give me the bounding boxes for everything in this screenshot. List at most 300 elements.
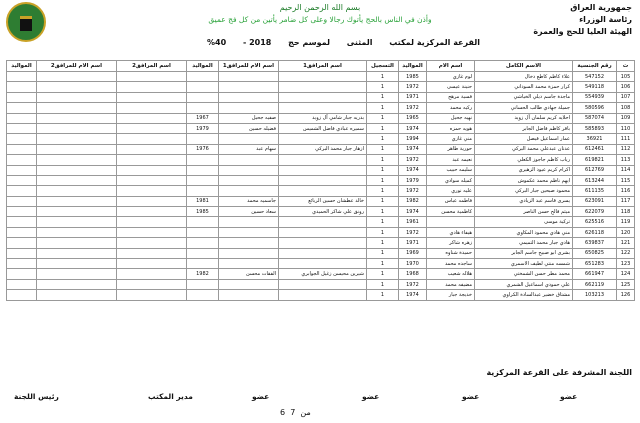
table-cell xyxy=(7,248,37,258)
table-cell xyxy=(37,155,117,165)
table-cell: كاظمية محسن xyxy=(427,207,475,217)
table-cell: زهره شاكر xyxy=(427,238,475,248)
table-cell: 121 xyxy=(617,238,635,248)
table-cell xyxy=(37,259,117,269)
table-cell xyxy=(7,259,37,269)
table-cell: 554939 xyxy=(573,92,617,102)
table-cell: 113 xyxy=(617,155,635,165)
table-cell: 611135 xyxy=(573,186,617,196)
table-cell xyxy=(7,72,37,82)
table-cell xyxy=(117,207,187,217)
table-cell: لوم غازي xyxy=(427,72,475,82)
table-cell xyxy=(37,290,117,300)
table-cell xyxy=(219,175,279,185)
header-country: جمهورية العراق xyxy=(570,3,632,12)
page-footer xyxy=(0,366,640,423)
table-cell xyxy=(219,227,279,237)
column-header: المواليد xyxy=(399,61,427,72)
table-cell: 1 xyxy=(367,144,399,154)
table-cell: 623091 xyxy=(573,196,617,206)
table-cell: 1 xyxy=(367,207,399,217)
table-cell xyxy=(7,134,37,144)
table-cell xyxy=(7,269,37,279)
table-cell: 1974 xyxy=(399,144,427,154)
table-cell: 1994 xyxy=(399,134,427,144)
table-cell: 1 xyxy=(367,248,399,258)
table-cell xyxy=(37,165,117,175)
table-cell: 1972 xyxy=(399,82,427,92)
table-cell xyxy=(187,165,219,175)
table-cell: 1965 xyxy=(399,113,427,123)
table-cell: 1972 xyxy=(399,279,427,289)
table-cell xyxy=(187,175,219,185)
table-row xyxy=(7,155,635,165)
table-cell: تركية موسى xyxy=(475,217,573,227)
table-row xyxy=(7,248,635,258)
table-cell xyxy=(117,196,187,206)
hajj-authority-logo xyxy=(6,2,46,42)
table-cell: نعيمه عبد xyxy=(427,155,475,165)
table-cell xyxy=(187,103,219,113)
table-cell: كميله سوادي xyxy=(427,175,475,185)
table-cell: 661947 xyxy=(573,269,617,279)
table-cell xyxy=(7,82,37,92)
table-cell: 585893 xyxy=(573,123,617,133)
table-cell xyxy=(117,248,187,258)
table-cell: بشرى ابو صبيح جاسم الجابر xyxy=(475,248,573,258)
table-cell xyxy=(117,82,187,92)
table-cell: هادي جبار محمد التميمي xyxy=(475,238,573,248)
signature-member-1: عضو xyxy=(560,392,578,401)
table-cell xyxy=(219,186,279,196)
table-cell xyxy=(37,279,117,289)
table-cell: 1968 xyxy=(399,269,427,279)
table-cell: 612461 xyxy=(573,144,617,154)
table-cell xyxy=(427,217,475,227)
table-cell xyxy=(219,259,279,269)
table-row xyxy=(7,103,635,113)
table-cell: 116 xyxy=(617,186,635,196)
table-cell: 1 xyxy=(367,227,399,237)
table-cell: بدريه جبار شامي آل زويد xyxy=(279,113,367,123)
table-cell: 108 xyxy=(617,103,635,113)
table-cell xyxy=(37,227,117,237)
table-cell xyxy=(279,227,367,237)
table-cell: 1974 xyxy=(399,207,427,217)
table-cell: 1 xyxy=(367,290,399,300)
table-cell: 1974 xyxy=(399,123,427,133)
table-cell: 105 xyxy=(617,72,635,82)
table-cell xyxy=(279,103,367,113)
table-cell: محمد مطر حسن الشمختي xyxy=(475,269,573,279)
table-cell: 1 xyxy=(367,72,399,82)
table-row xyxy=(7,92,635,102)
page-total: 7 xyxy=(290,408,296,417)
table-cell: 1 xyxy=(367,259,399,269)
table-cell: 580596 xyxy=(573,103,617,113)
table-cell: 1985 xyxy=(399,72,427,82)
table-cell: 1982 xyxy=(399,196,427,206)
table-cell xyxy=(37,134,117,144)
table-cell: مني غازي xyxy=(427,134,475,144)
column-header: اسم الام للمرافق2 xyxy=(37,61,117,72)
table-cell: 639837 xyxy=(573,238,617,248)
subject-percent: 40% xyxy=(207,38,227,47)
table-cell: خديجة جبار xyxy=(427,290,475,300)
table-cell xyxy=(279,248,367,258)
table-cell xyxy=(7,279,37,289)
table-cell xyxy=(187,82,219,92)
table-cell: 36921 xyxy=(573,134,617,144)
table-cell: علاء كاظم كاطع دخال xyxy=(475,72,573,82)
table-cell: 115 xyxy=(617,175,635,185)
column-header: اسم المرافق2 xyxy=(117,61,187,72)
table-row xyxy=(7,134,635,144)
table-cell xyxy=(37,92,117,102)
table-cell xyxy=(279,186,367,196)
table-cell: رونق علي شاكر الحميدي xyxy=(279,207,367,217)
table-cell: 118 xyxy=(617,207,635,217)
table-cell: 587074 xyxy=(573,113,617,123)
table-cell: 1979 xyxy=(187,123,219,133)
table-cell xyxy=(7,113,37,123)
table-cell: نهيه جحيل xyxy=(427,113,475,123)
table-cell: ميثم فالح حسن الناصر xyxy=(475,207,573,217)
table-cell xyxy=(187,238,219,248)
table-cell xyxy=(37,123,117,133)
table-cell: عدنان عبدعلي محمد البركي xyxy=(475,144,573,154)
table-cell xyxy=(117,259,187,269)
table-cell: 619821 xyxy=(573,155,617,165)
table-cell: 1967 xyxy=(187,113,219,123)
table-cell xyxy=(37,82,117,92)
table-cell xyxy=(37,72,117,82)
table-cell: 112 xyxy=(617,144,635,154)
table-cell xyxy=(7,165,37,175)
table-cell xyxy=(279,155,367,165)
table-cell: مضيفه محمد xyxy=(427,279,475,289)
bismillah: بسم الله الرحمن الرحيم xyxy=(279,3,361,12)
table-cell: 109 xyxy=(617,113,635,123)
table-cell: 1971 xyxy=(399,92,427,102)
table-cell: 662119 xyxy=(573,279,617,289)
pilgrims-table xyxy=(6,60,635,301)
table-cell: 1 xyxy=(367,238,399,248)
table-cell: مني هادي محمود المكاوي xyxy=(475,227,573,237)
page-of: من xyxy=(300,408,311,417)
table-cell: جميلة جهادي طالب الحساني xyxy=(475,103,573,113)
table-cell xyxy=(37,175,117,185)
column-header: رقم الجنسية xyxy=(573,61,617,72)
table-cell xyxy=(37,248,117,258)
table-cell: 625516 xyxy=(573,217,617,227)
column-header: المواليد xyxy=(7,61,37,72)
table-cell xyxy=(37,186,117,196)
table-cell: علي حمودي اسماعيل الشمري xyxy=(475,279,573,289)
table-cell: ايهم ناظم محمد عكموش xyxy=(475,175,573,185)
table-cell xyxy=(279,175,367,185)
table-cell: 1969 xyxy=(399,248,427,258)
table-cell xyxy=(117,238,187,248)
table-cell: باقر كاظم فاضل الجابر xyxy=(475,123,573,133)
table-cell xyxy=(117,227,187,237)
table-row xyxy=(7,82,635,92)
table-cell xyxy=(117,290,187,300)
table-cell: سهام عبد xyxy=(219,144,279,154)
table-cell xyxy=(279,92,367,102)
table-cell: 111 xyxy=(617,134,635,144)
table-row xyxy=(7,290,635,300)
table-row xyxy=(7,72,635,82)
table-cell xyxy=(187,155,219,165)
table-cell: خالد عطشان حسين الربائع xyxy=(279,196,367,206)
table-cell: الفقات محسن xyxy=(219,269,279,279)
table-cell: ماجدة جاسم ديلي الخياشي xyxy=(475,92,573,102)
table-cell: 1 xyxy=(367,103,399,113)
table-cell: 651283 xyxy=(573,259,617,269)
table-cell: 1 xyxy=(367,165,399,175)
table-cell xyxy=(187,72,219,82)
table-cell: 125 xyxy=(617,279,635,289)
column-header: التسجيل xyxy=(367,61,399,72)
table-cell xyxy=(219,238,279,248)
table-cell xyxy=(37,113,117,123)
table-cell: 1 xyxy=(367,113,399,123)
table-cell: سعاد حسين xyxy=(219,207,279,217)
table-row xyxy=(7,217,635,227)
table-cell: جاسميه محمد xyxy=(219,196,279,206)
table-cell: 1961 xyxy=(399,217,427,227)
table-cell: 1972 xyxy=(399,155,427,165)
table-cell: 106 xyxy=(617,82,635,92)
table-cell: 549118 xyxy=(573,82,617,92)
table-cell xyxy=(279,134,367,144)
table-cell xyxy=(117,186,187,196)
table-cell: 1972 xyxy=(399,227,427,237)
table-cell: محمود صبحين جبار البركي xyxy=(475,186,573,196)
table-cell: عليه نوري xyxy=(427,186,475,196)
table-cell: هلاله شعيب xyxy=(427,269,475,279)
table-cell xyxy=(219,155,279,165)
table-cell xyxy=(279,217,367,227)
table-cell xyxy=(279,238,367,248)
table-cell xyxy=(219,290,279,300)
table-cell: 626118 xyxy=(573,227,617,237)
table-cell xyxy=(117,155,187,165)
table-cell xyxy=(37,103,117,113)
column-header: اسم الام xyxy=(427,61,475,72)
table-cell: فضيله حسين xyxy=(219,123,279,133)
table-cell: 613244 xyxy=(573,175,617,185)
table-cell: 1 xyxy=(367,134,399,144)
table-cell: 1 xyxy=(367,175,399,185)
table-cell xyxy=(279,290,367,300)
table-cell xyxy=(7,290,37,300)
table-cell: شمسه منتي لطيف الاسمري xyxy=(475,259,573,269)
table-cell xyxy=(117,123,187,133)
table-cell xyxy=(7,186,37,196)
table-cell: 1 xyxy=(367,269,399,279)
table-cell: 126 xyxy=(617,290,635,300)
subject-season-label: لموسم حج xyxy=(288,38,330,47)
table-cell xyxy=(187,134,219,144)
table-cell xyxy=(37,217,117,227)
table-cell: 107 xyxy=(617,92,635,102)
table-cell xyxy=(219,92,279,102)
table-cell xyxy=(117,113,187,123)
table-cell: حورية طاهر xyxy=(427,144,475,154)
table-cell: فاطمه عباس xyxy=(427,196,475,206)
subject-season: 2018 - xyxy=(242,38,272,47)
table-cell: 1976 xyxy=(187,144,219,154)
signature-member-3: عضو xyxy=(362,392,380,401)
table-cell xyxy=(219,279,279,289)
table-cell: 122 xyxy=(617,248,635,258)
table-row xyxy=(7,259,635,269)
table-cell: 612769 xyxy=(573,165,617,175)
table-row xyxy=(7,238,635,248)
header-presidency: رئاسة الوزراء xyxy=(579,15,632,24)
table-cell: 1 xyxy=(367,196,399,206)
table-cell xyxy=(187,217,219,227)
table-cell xyxy=(117,103,187,113)
table-cell xyxy=(117,175,187,185)
table-cell: ركيه محمد xyxy=(427,103,475,113)
table-cell xyxy=(7,123,37,133)
table-cell xyxy=(117,72,187,82)
table-cell: 1971 xyxy=(399,238,427,248)
table-cell: 1 xyxy=(367,92,399,102)
table-cell xyxy=(187,92,219,102)
table-cell xyxy=(7,238,37,248)
table-cell: 650825 xyxy=(573,248,617,258)
table-cell: سميره عبادي فاضل الشميس xyxy=(279,123,367,133)
table-cell xyxy=(117,144,187,154)
table-cell: 1 xyxy=(367,186,399,196)
table-cell xyxy=(219,165,279,175)
table-cell xyxy=(187,279,219,289)
table-cell: مشتاق خضير عبدالسادة الكراوي xyxy=(475,290,573,300)
page-header xyxy=(0,0,640,58)
table-cell: 1985 xyxy=(187,207,219,217)
table-row xyxy=(7,144,635,154)
subject-province: المثنى xyxy=(346,38,373,47)
table-cell xyxy=(7,175,37,185)
table-cell xyxy=(37,238,117,248)
table-cell: شيرين محيسن زغيل الجوابري xyxy=(279,269,367,279)
table-cell: فسية مرهج xyxy=(427,92,475,102)
table-cell xyxy=(117,165,187,175)
table-cell xyxy=(117,279,187,289)
table-cell xyxy=(279,72,367,82)
column-header: المواليد xyxy=(187,61,219,72)
table-cell xyxy=(279,279,367,289)
table-row xyxy=(7,196,635,206)
table-cell: 1974 xyxy=(399,290,427,300)
signature-member-4: عضو xyxy=(252,392,270,401)
table-body xyxy=(7,72,635,301)
table-cell xyxy=(7,103,37,113)
table-cell: 117 xyxy=(617,196,635,206)
table-cell: 1 xyxy=(367,82,399,92)
table-cell: 547152 xyxy=(573,72,617,82)
table-cell xyxy=(7,207,37,217)
table-row xyxy=(7,207,635,217)
table-cell xyxy=(279,259,367,269)
table-cell: سليمه حبيب xyxy=(427,165,475,175)
table-cell xyxy=(187,248,219,258)
table-cell: 1 xyxy=(367,123,399,133)
table-cell xyxy=(117,269,187,279)
column-header: اسم المرافق1 xyxy=(279,61,367,72)
table-cell: 1 xyxy=(367,217,399,227)
table-cell: 1979 xyxy=(399,175,427,185)
header-authority: الهيئة العليا للحج والعمرة xyxy=(533,27,632,36)
signature-office-manager: مدير المكتب xyxy=(148,392,193,401)
table-cell xyxy=(219,217,279,227)
table-cell: هويه حمزه xyxy=(427,123,475,133)
table-cell: 622079 xyxy=(573,207,617,217)
table-row xyxy=(7,165,635,175)
table-cell xyxy=(279,165,367,175)
document-subject xyxy=(140,38,480,47)
table-cell: 1972 xyxy=(399,186,427,196)
table-cell: 1974 xyxy=(399,165,427,175)
page-current: 6 xyxy=(280,408,286,417)
table-cell: ساجده محمد xyxy=(427,259,475,269)
table-cell: عمار اسماعيل فيصل xyxy=(475,134,573,144)
table-row xyxy=(7,123,635,133)
table-header-row xyxy=(7,61,635,72)
signature-member-2: عضو xyxy=(462,392,480,401)
table-cell: 124 xyxy=(617,269,635,279)
table-cell xyxy=(7,227,37,237)
table-cell: 1970 xyxy=(399,259,427,269)
column-header: ت xyxy=(617,61,635,72)
table-cell xyxy=(219,82,279,92)
table-cell xyxy=(37,269,117,279)
table-row xyxy=(7,113,635,123)
table-cell xyxy=(187,290,219,300)
table-cell xyxy=(219,72,279,82)
quran-verse: وأذن في الناس بالحج يأتوك رجالا وعلى كل ضامر يأتين من كل فج عميق xyxy=(208,15,432,24)
table-cell: يسرى قاسم عبد الزيادي xyxy=(475,196,573,206)
table-cell: 1981 xyxy=(187,196,219,206)
table-cell: اكرام كريم عيود الزهيري xyxy=(475,165,573,175)
subject-title: القرعة المركزية لمكتب xyxy=(389,38,480,47)
table-cell: 120 xyxy=(617,227,635,237)
table-cell xyxy=(117,134,187,144)
table-cell: 103213 xyxy=(573,290,617,300)
table-cell: كرار حمزة محمد السوداني xyxy=(475,82,573,92)
table-cell: 123 xyxy=(617,259,635,269)
committee-title: اللجنة المشرفة على القرعة المركزية xyxy=(486,368,632,377)
table-cell xyxy=(187,259,219,269)
table-cell xyxy=(219,248,279,258)
table-cell: 114 xyxy=(617,165,635,175)
table-cell: احلايه كريم سلمان آل زويد xyxy=(475,113,573,123)
table-cell: رباب كاظم جاجوز الكعلي xyxy=(475,155,573,165)
table-cell xyxy=(37,207,117,217)
table-row xyxy=(7,227,635,237)
column-header: اسم الام للمرافق1 xyxy=(219,61,279,72)
table-cell xyxy=(7,217,37,227)
table-cell xyxy=(117,217,187,227)
table-cell: 110 xyxy=(617,123,635,133)
table-cell: حميدة شناوه xyxy=(427,248,475,258)
table-cell xyxy=(219,134,279,144)
table-cell xyxy=(219,103,279,113)
